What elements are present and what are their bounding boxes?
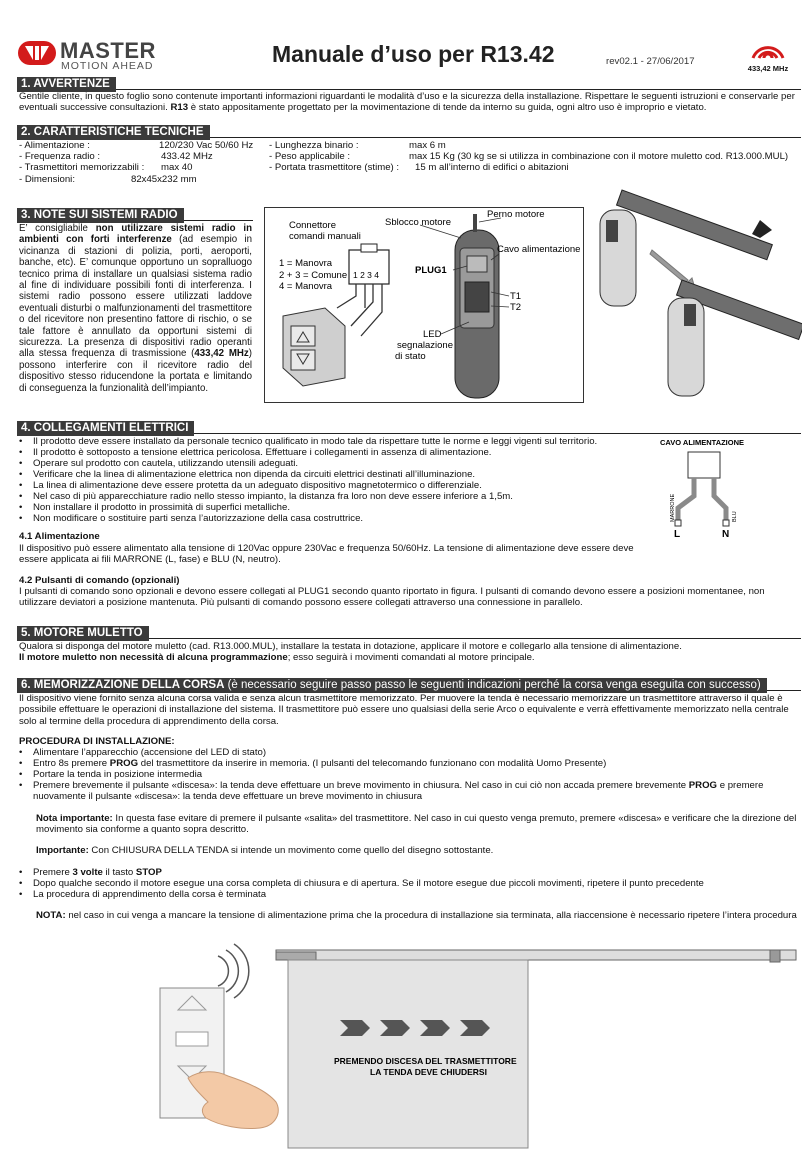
section-note-radio (17, 205, 253, 221)
avvertenze-text-1: Gentile cliente, in questo foglio sono contenute importanti informazioni riguardanti le modalità d’uso e la sicurezza della installazione. Rispettare le seguenti istruzioni e conservarle per eventuali successive consultazioni. (19, 91, 795, 114)
list-item: • La linea di alimentazione deve essere protetta da un adeguato dispositivo magnetotermico o differenziale. (19, 480, 639, 491)
muletto-bold: Il motore muletto non necessità di alcuna programmazione (19, 652, 288, 663)
led-label-3: di stato (395, 351, 426, 362)
remote-stop-button (176, 1032, 208, 1046)
button-up (291, 326, 315, 346)
avvertenze-text-2: è stato appositamente progettato per la movimentazione di tende da interno su guida, ogni altro uso è improprio e vietato. (188, 102, 707, 114)
collegamenti-list (19, 436, 639, 524)
step-text: il tasto (102, 867, 136, 878)
nota-text: nel caso in cui venga a mancare la tensione di alimentazione prima che la procedura di installazione sia terminata, alla riaccensione è necessario ripetere l’intera procedura (65, 910, 797, 921)
muletto-end: ; esso seguirà i movimenti comandati al motore principale. (287, 652, 535, 663)
list-item: • La procedura di apprendimento della corsa è terminata (19, 889, 801, 900)
frequency-badge (743, 38, 793, 73)
motor-top-panel (606, 220, 618, 242)
spec-value: max 40 (161, 162, 193, 174)
section-title-main: 6. MEMORIZZAZIONE DELLA CORSA (21, 679, 225, 691)
radio-text-c: (ad esempio in vicinanza di stazioni di polizia, porti, aeroporti, banche, etc). E’ comunque opportuno un sopralluogo tecnico prima di installare un qualsiasi sistema radio al fine di individuare possibili fonti di interferenza. I sistemi radio possono essere utilizzati laddove eventuali disturbi o malfunzionamenti del trasmettitore o del ricevitore non presentino fattore di rischio, o se tale fattore è annullato da opportuni sistemi di sicurezza. La presenza di dispositivi radio operanti alla stessa frequenza di trasmissione ( (19, 234, 253, 360)
cable-sheath (688, 452, 720, 478)
procedura-list-2 (19, 867, 801, 900)
led-label-2: segnalazione (397, 340, 453, 351)
curtain-panel (288, 960, 528, 1148)
motor-pin (473, 214, 477, 232)
spec-value: 15 m all’interno di edifici o abitazioni (415, 162, 569, 174)
section-avvertenze (17, 74, 801, 90)
spec-key: - Portata trasmettitore (stime) : (269, 162, 400, 174)
rail-end-right (770, 950, 780, 962)
muletto-text-1: Qualora si disponga del motore muletto (cad. R13.000.MUL), installare la testata in dotazione, applicare il motore e collegarlo alla tensione di alimentazione. (19, 641, 682, 652)
motor-bottom-panel (684, 304, 696, 326)
memorizzazione-intro: Il dispositivo viene fornito senza alcuna corsa valida e senza alcun trasmettitore memorizzato. Per muovere la tenda è necessario memorizzare un trasmettitore attraverso il quale è possibile effettuare le operazioni di installazione del sistema. Il trasmettitore può essere uno qualsiasi della serie Arco o equivalente e verrà effettivamente memorizzato nella centrale solo al termine della procedura di apprendimento della corsa. (19, 693, 789, 727)
wiring-diagram (265, 208, 583, 402)
nota-importante-heading: Nota importante: (36, 813, 113, 824)
pin-numbers: 1 2 3 4 (353, 270, 379, 280)
revision-label: rev02.1 - 27/06/2017 (606, 56, 695, 67)
radio-text-b: non utilizzare sistemi radio in ambienti con forti interferenze (19, 223, 252, 246)
connector-tab (361, 244, 377, 252)
section-collegamenti (17, 418, 801, 434)
brand-tagline: MOTION AHEAD (61, 60, 154, 72)
avvertenze-text (19, 91, 799, 114)
rail-bracket (752, 220, 772, 238)
section-caratteristiche (17, 122, 801, 138)
caption-2: LA TENDA DEVE CHIUDERSI (370, 1067, 487, 1077)
spec-value: max 6 m (409, 140, 446, 151)
list-item: • Operare sul prodotto con cautela, utilizzando utensili adeguati. (19, 458, 639, 469)
list-item: • Non modificare o sostituire parti senza l’autorizzazione della casa costruttrice. (19, 513, 639, 524)
brand-logo (17, 40, 57, 66)
wiring-diagram-frame (264, 207, 584, 403)
cavo-title: CAVO ALIMENTAZIONE (660, 438, 745, 447)
list-item: • Alimentare l’apparecchio (accensione del LED di stato) (19, 747, 801, 758)
signal-waves-icon (218, 956, 228, 986)
prog-label: PROG (109, 758, 139, 769)
spec-value: 120/230 Vac 50/60 Hz (159, 140, 254, 151)
wire-blue-end (723, 520, 729, 526)
marrone-label: MARRONE (670, 493, 676, 522)
button-box (283, 308, 345, 386)
section-subtitle: (è necessario seguire passo passo le seguenti indicazioni perché la corsa venga eseguita con successo) (224, 679, 761, 691)
procedura-heading: PROCEDURA DI INSTALLAZIONE: (19, 736, 175, 747)
wire-brown (678, 478, 694, 522)
alimentazione-text: Il dispositivo può essere alimentato alla tensione di 120Vac oppure 230Vac e frequenza 50/60Hz. La tensione di alimentazione deve essere deve essere applicata ai fili MARRONE (L, fase) e BLU (N, neutro). (19, 543, 634, 566)
note-radio-text (19, 223, 252, 394)
frequency-label: 433,42 MHz (747, 64, 789, 73)
list-item (19, 780, 801, 802)
spec-key: - Peso applicabile : (269, 151, 351, 163)
muletto-text-2 (19, 652, 799, 663)
pulsanti-heading: 4.2 Pulsanti di comando (opzionali) (19, 575, 180, 586)
spec-row (269, 162, 801, 173)
spec-row (19, 140, 269, 151)
N-label: N (722, 529, 730, 540)
step-text: del trasmettitore da inserire in memoria. (I pulsanti del telecomando funzionano con modalità Uomo Presente) (138, 758, 607, 769)
product-code: R13 (170, 102, 189, 114)
blu-label: BLU (732, 511, 738, 522)
importante-text: Con CHIUSURA DELLA TENDA si intende un movimento come quello del disegno sottostante. (88, 845, 494, 856)
section-title: 5. MOTORE MULETTO (17, 626, 149, 641)
stop-label: STOP (135, 867, 162, 878)
section-memorizzazione (17, 675, 801, 691)
t1-label: T1 (510, 291, 522, 302)
wire-blue (714, 478, 726, 522)
specs-right (269, 140, 801, 174)
alimentazione-heading: 4.1 Alimentazione (19, 531, 100, 542)
t2-label: T2 (510, 302, 522, 313)
list-item: • Verificare che la linea di alimentazione elettrica non dipenda da circuiti elettrici destinati all’illuminazione. (19, 469, 639, 480)
cavo-alimentazione-diagram (650, 436, 800, 541)
spec-value: 433.42 MHz (161, 151, 213, 163)
list-item: • Non installare il prodotto in prossimità di superfici metalliche. (19, 502, 639, 513)
button-down (291, 350, 315, 370)
list-item: • Il prodotto deve essere installato da personale tecnico qualificato in modo tale da rispettare tutte le norme e leggi vigenti sul territorio. (19, 436, 639, 447)
section-title: 4. COLLEGAMENTI ELETTRICI (17, 421, 194, 436)
spec-key: - Alimentazione : (19, 140, 90, 151)
step-bold: 3 volte (72, 867, 103, 878)
spec-row (19, 151, 269, 162)
spec-key: - Frequenza radio : (19, 151, 101, 163)
cavo-label: Cavo alimentazione (497, 244, 581, 255)
spec-value: 82x45x232 mm (131, 173, 197, 185)
sblocco-label: Sblocco motore (385, 217, 452, 228)
perno-label: Perno motore (487, 209, 545, 220)
specs-left (19, 140, 269, 185)
radio-text-freq: 433,42 MHz (194, 348, 249, 360)
caption-1: PREMENDO DISCESA DEL TRASMETTITORE (334, 1056, 517, 1066)
nota-importante (36, 813, 801, 836)
pulsanti-text: I pulsanti di comando sono opzionali e devono essere collegati al PLUG1 secondo quanto riportato in figura. I pulsanti di comando devono essere a posizioni momentanee, non utilizzare deviatori a posizione mantenuta. Più pulsanti di comando possono essere collegati attraverso una connessione in parallelo. (19, 586, 765, 609)
signal-wave-3 (234, 944, 249, 998)
power-cable-drawing (650, 436, 800, 541)
master-logo-icon (17, 40, 57, 66)
prog-label: PROG (688, 780, 718, 791)
spec-key: - Trasmettitori memorizzabili : (19, 162, 145, 174)
procedura-list (19, 747, 801, 802)
list-item: • Portare la tenda in posizione intermedia (19, 769, 801, 780)
nota (36, 910, 808, 921)
section-title: 3. NOTE SUI SISTEMI RADIO (17, 208, 184, 223)
section-title: 1. AVVERTENZE (17, 77, 116, 92)
list-item (19, 758, 801, 769)
step-text: Premere brevemente il pulsante «discesa»: la tenda deve effettuare un breve movimento in chiusura. Nel caso in cui ciò non accada premere brevemente (33, 780, 689, 791)
page-title: Manuale d’uso per R13.42 (272, 41, 555, 67)
pin4-label: 4 = Manovra (279, 281, 333, 292)
curtain-closing-drawing (150, 940, 800, 1152)
nota-heading: NOTA: (36, 910, 66, 921)
spec-row (19, 174, 269, 185)
step-text: Premere (33, 867, 73, 878)
comandi-label: comandi manuali (289, 231, 361, 242)
motor-illustration (592, 180, 802, 410)
section-title: 2. CARATTERISTICHE TECNICHE (17, 125, 210, 140)
motor-install-drawing (592, 180, 802, 410)
spec-key: - Lunghezza binario : (269, 140, 359, 151)
rail-top (617, 190, 773, 260)
L-label: L (674, 529, 681, 540)
plug1-label: PLUG1 (415, 265, 447, 276)
spec-key: - Dimensioni: (19, 173, 75, 185)
spec-row (269, 151, 801, 162)
radio-text-a: E’ consigliabile (19, 223, 96, 234)
step-text: Entro 8s premere (33, 758, 110, 769)
list-item (19, 867, 801, 878)
spec-value: max 15 Kg (30 kg se si utilizza in combinazione con il motore muletto cod. R13.000.MUL) (409, 151, 789, 163)
step-text: e premere nuovamente il pulsante «discesa»: la tenda deve effettuare un breve movimento in chiusura (33, 780, 764, 802)
list-item: • Nel caso di più apparecchiature radio nello stesso impianto, la distanza fra loro non deve essere inferiore a 1,5m. (19, 491, 639, 502)
importante-heading: Importante: (36, 845, 89, 856)
curtain-rail (276, 950, 796, 960)
importante (36, 845, 801, 856)
rail-end-left (276, 952, 316, 960)
curtain-illustration (150, 940, 800, 1152)
spec-row (269, 140, 801, 151)
connettore-label: Connettore (289, 220, 337, 231)
pin1-label: 1 = Manovra (279, 258, 333, 269)
plug1-socket (467, 256, 487, 272)
list-item: • Dopo qualche secondo il motore esegue una corsa completa di chiusura e di apertura. Se il motore esegue due piccoli movimenti, ripetere il punto precedente (19, 878, 801, 889)
led-label: LED (423, 329, 442, 340)
t1-t2-buttons (465, 282, 489, 312)
section-title (17, 678, 767, 693)
list-item: • Il prodotto è sottoposto a tensione elettrica pericolosa. Effettuare i collegamenti in assenza di alimentazione. (19, 447, 639, 458)
nota-importante-text: In questa fase evitare di premere il pulsante «salita» del trasmettitore. Nel caso in cui questo venga premuto, premere «discesa» e verificare che la direzione del movimento sia conforme a quanto sopra descritto. (36, 813, 797, 836)
spec-row (19, 162, 269, 173)
pin23-label: 2 + 3 = Comune (279, 270, 348, 281)
brand-name: MASTER (60, 38, 156, 63)
section-motore-muletto (17, 623, 801, 639)
radio-text-e: ) possono interferire con il ricevitore radio del dispositivo stesso riducendone la portata e limitando di conseguenza la funzionalità dell’impianto. (19, 348, 252, 394)
radio-waves-icon (743, 38, 793, 60)
